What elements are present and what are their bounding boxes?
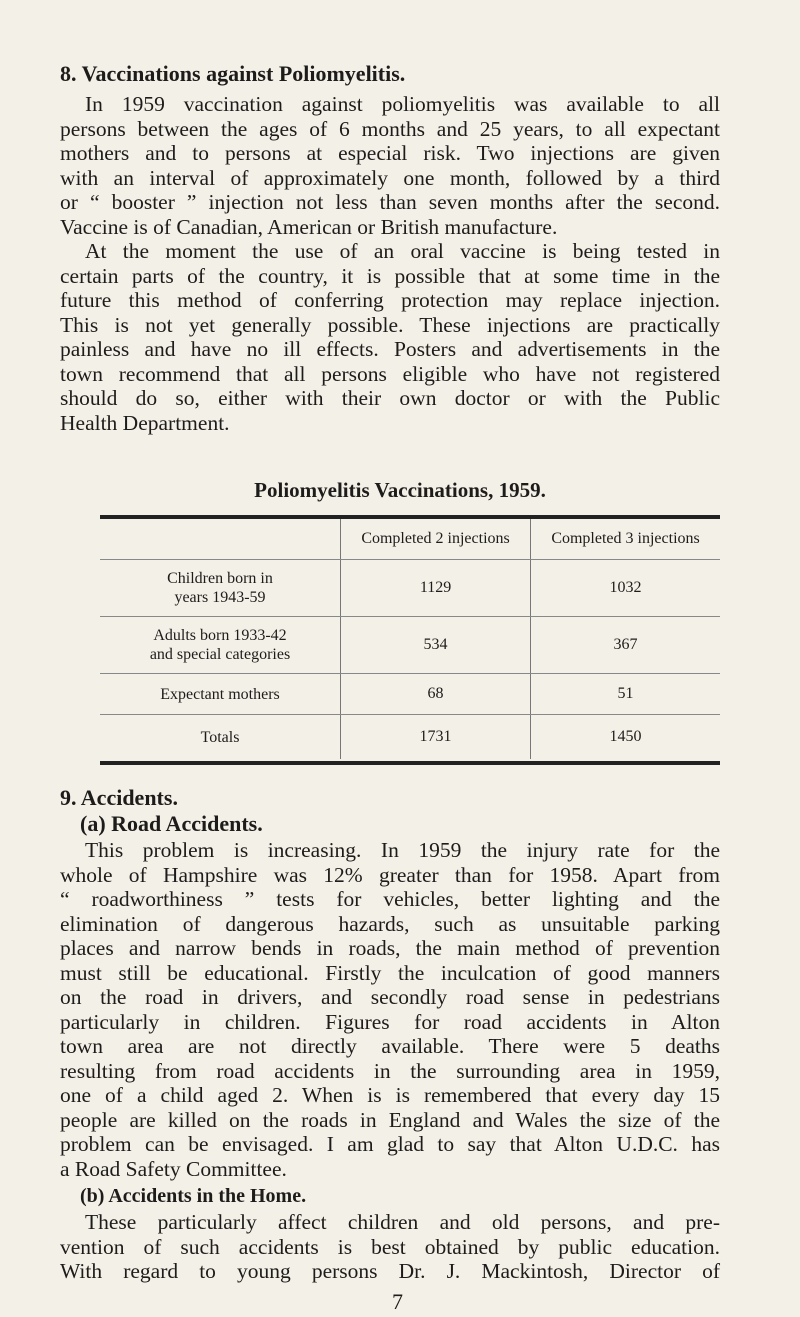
- header-3-injections: Completed 3 injections: [531, 519, 720, 560]
- subheading-home-accidents: (b) Accidents in the Home.: [80, 1185, 307, 1207]
- text-line: With regard to young persons Dr. J. Mackintosh, Director of: [60, 1259, 720, 1283]
- page-number: 7: [392, 1289, 403, 1314]
- cell-2-injections: 68: [341, 674, 531, 715]
- row-label-line: and special categories: [149, 646, 291, 663]
- vaccinations-table: [100, 519, 720, 759]
- table-row: [100, 674, 720, 715]
- header-2-injections: Completed 2 injections: [341, 519, 531, 560]
- row-label: Expectant mothers: [100, 674, 341, 715]
- cell-3-injections: 1032: [531, 560, 720, 617]
- text-line: Health Department.: [60, 410, 230, 435]
- table-title: Poliomyelitis Vaccinations, 1959.: [254, 478, 546, 502]
- cell-2-injections: 534: [341, 617, 531, 674]
- row-label: [100, 560, 341, 617]
- text-line: should do so, either with their own doctor or with the Public: [60, 386, 720, 410]
- text-line: with an interval of approximately one month, followed by a third: [60, 165, 720, 190]
- text-line: on the road in drivers, and secondly road sense in pedestrians: [60, 985, 720, 1009]
- row-label-line: Children born in: [167, 570, 273, 587]
- table-row: [100, 617, 720, 674]
- text-line: problem can be envisaged. I am glad to say that Alton U.D.C. has: [60, 1132, 720, 1156]
- text-line: or “ booster ” injection not less than seven months after the second.: [60, 190, 720, 214]
- text-line: town area are not directly available. There were 5 deaths: [60, 1034, 720, 1058]
- text-line: certain parts of the country, it is possible that at some time in the: [60, 263, 720, 288]
- section-8-heading: 8. Vaccinations against Poliomyelitis.: [60, 61, 406, 86]
- table-bottom-rule: [100, 761, 720, 765]
- cell-2-injections: 1129: [341, 560, 531, 617]
- section-9-heading: 9. Accidents.: [60, 785, 178, 810]
- paragraph: [60, 838, 720, 1181]
- text-line: future this method of conferring protection may replace injection.: [60, 288, 720, 312]
- paragraph: [60, 1210, 720, 1284]
- text-line: These particularly affect children and old persons, and pre-: [85, 1210, 720, 1234]
- table-row-totals: [100, 715, 720, 760]
- text-line: This is not yet generally possible. These injections are practically: [60, 312, 720, 337]
- text-line: must still be educational. Firstly the inculcation of good manners: [60, 960, 720, 985]
- text-line: This problem is increasing. In 1959 the injury rate for the: [85, 838, 720, 862]
- text-line: particularly in children. Figures for road accidents in Alton: [60, 1009, 720, 1034]
- text-line: resulting from road accidents in the surrounding area in 1959,: [60, 1058, 720, 1083]
- table-header-row: [100, 519, 720, 560]
- cell-3-injections: 1450: [531, 715, 720, 760]
- text-line: elimination of dangerous hazards, such as unsuitable parking: [60, 911, 720, 936]
- text-line: places and narrow bends in roads, the main method of prevention: [60, 936, 720, 960]
- paragraph: [60, 239, 720, 435]
- text-line: persons between the ages of 6 months and 25 years, to all expectant: [60, 116, 720, 141]
- text-line: Vaccine is of Canadian, American or British manufacture.: [60, 214, 558, 239]
- text-line: mothers and to persons at especial risk. Two injections are given: [60, 141, 720, 165]
- text-line: town recommend that all persons eligible who have not registered: [60, 361, 720, 386]
- paragraph: [60, 92, 720, 239]
- cell-2-injections: 1731: [341, 715, 531, 760]
- header-blank: [100, 519, 341, 560]
- text-line: In 1959 vaccination against poliomyelitis was available to all: [85, 92, 720, 116]
- cell-3-injections: 367: [531, 617, 720, 674]
- row-label: Totals: [200, 728, 240, 746]
- text-line: a Road Safety Committee.: [60, 1156, 287, 1181]
- text-line: one of a child aged 2. When is is remembered that every day 15: [60, 1083, 720, 1107]
- text-line: whole of Hampshire was 12% greater than for 1958. Apart from: [60, 862, 720, 887]
- row-label-line: years 1943-59: [174, 589, 266, 606]
- subheading-road-accidents: (a) Road Accidents.: [80, 811, 263, 836]
- text-line: people are killed on the roads in England and Wales the size of the: [60, 1107, 720, 1132]
- row-label: [100, 617, 341, 674]
- text-line: “ roadworthiness ” tests for vehicles, better lighting and the: [60, 887, 720, 911]
- table-row: [100, 560, 720, 617]
- row-label-line: Adults born 1933-42: [153, 627, 287, 644]
- text-line: vention of such accidents is best obtained by public education.: [60, 1234, 720, 1259]
- cell-3-injections: 51: [531, 674, 720, 715]
- text-line: At the moment the use of an oral vaccine is being tested in: [85, 239, 720, 263]
- text-line: painless and have no ill effects. Posters and advertisements in the: [60, 337, 720, 361]
